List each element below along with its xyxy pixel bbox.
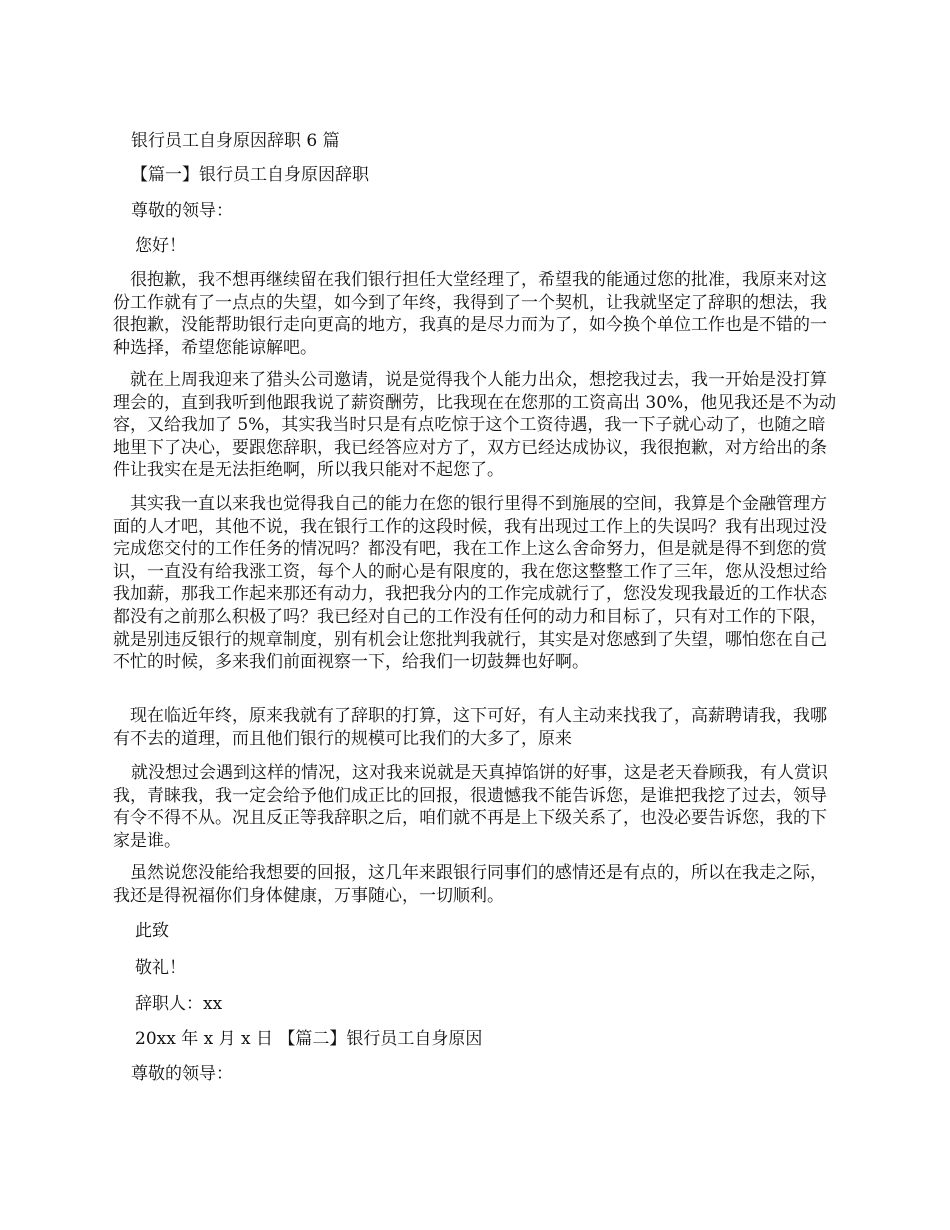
date-line: 20xx 年 x 月 x 日 【篇二】银行员工自身原因 (135, 1029, 483, 1049)
section-heading: 【篇一】银行员工自身原因辞职 (131, 165, 369, 185)
body-paragraph: 现在临近年终，原来我就有了辞职的打算，这下可好，有人主动来找我了，高薪聘请我，我哪有不去的道理，而且他们银行的规模可比我们的大多了，原来 (113, 706, 827, 749)
body-paragraph: 就没想过会遇到这样的情况，这对我来说就是天真掉馅饼的好事，这是老天眷顾我，有人赏识我，青睐我，我一定会给予他们成正比的回报，很遗憾我不能告诉您，是谁把我挖了过去，领导有令不得不从。况且反正等我辞职之后，咱们就不再是上下级关系了，也没必要告诉您，我的下家是谁。 (113, 763, 828, 851)
salutation: 尊敬的领导： (131, 201, 233, 221)
body-paragraph: 其实我一直以来我也觉得我自己的能力在您的银行里得不到施展的空间，我算是个金融管理方面的人才吧，其他不说，我在银行工作的这段时候，我有出现过工作上的失误吗？我有出现过没完成您交付的工作任务的情况吗？都没有吧，我在工作上这么舍命努力，但是就是得不到您的赏识，一直没有给我涨工资，每个人的耐心是有限度的，我在您这整整工作了三年，您从没想过给我加薪，那我工作起来那还有动力，我把我分内的工作完成就行了，您没发现我最近的工作状态都没有之前那么积极了吗？我已经对自己的工作没有任何的动力和目标了，只有对工作的下限，就是别违反银行的规章制度，别有机会让您批判我就行，其实是对您感到了失望，哪怕您在自己不忙的时候，多来我们前面视察一下，给我们一切鼓舞也好啊。 (113, 494, 827, 673)
greeting: 您好！ (135, 236, 186, 256)
closing-salute: 敬礼！ (135, 958, 186, 978)
closing-line: 此致 (135, 921, 169, 941)
body-paragraph: 就在上周我迎来了猎头公司邀请，说是觉得我个人能力出众，想挖我过去，我一开始是没打算理会的，直到我听到他跟我说了薪资酬劳，比我现在在您那的工资高出 30%，他见我还是不为动容，又给我加了 5%，其实我当时只是有点吃惊于这个工资待遇，我一下子就心动了，也随之暗地里下了决心，要跟您辞职，我已经答应对方了，双方已经达成协议，我很抱歉，对方给出的条件让我实在是无法拒绝啊，所以我只能对不起您了。 (113, 370, 837, 481)
body-paragraph: 很抱歉，我不想再继续留在我们银行担任大堂经理了，希望我的能通过您的批准，我原来对这份工作就有了一点点的失望，如今到了年终，我得到了一个契机，让我就坚定了辞职的想法，我很抱歉，没能帮助银行走向更高的地方，我真的是尽力而为了，如今换个单位工作也是不错的一种选择，希望您能谅解吧。 (113, 270, 827, 358)
signature: 辞职人：xx (135, 994, 223, 1014)
document-title: 银行员工自身原因辞职 6 篇 (131, 131, 340, 151)
body-paragraph: 虽然说您没能给我想要的回报，这几年来跟银行同事们的感情还是有点的，所以在我走之际，我还是得祝福你们身体健康，万事随心，一切顺利。 (113, 863, 827, 906)
salutation-2: 尊敬的领导： (131, 1064, 233, 1084)
